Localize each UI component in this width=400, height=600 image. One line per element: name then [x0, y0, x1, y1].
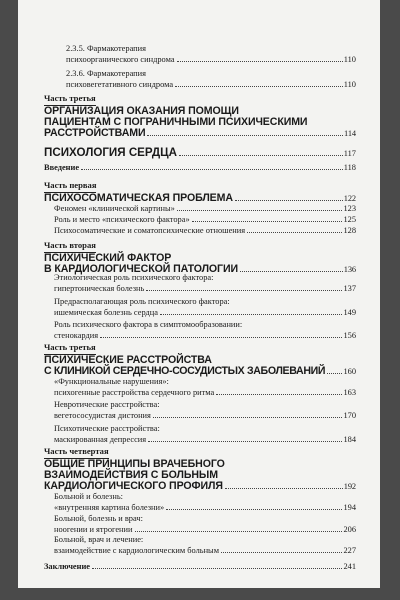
entry-title: 2.3.6. Фармакотерапия [66, 69, 146, 78]
part-title: ПСИХОСОМАТИЧЕСКАЯ ПРОБЛЕМА [44, 191, 233, 204]
entry-title: Введение [44, 163, 80, 172]
toc-part [44, 446, 356, 492]
page-number: 194 [343, 502, 356, 512]
part-title: В КАРДИОЛОГИЧЕСКОЙ ПАТОЛОГИИ [44, 262, 238, 275]
entry-title: Роль и место «психического фактора» [54, 215, 190, 224]
toc-part [44, 342, 356, 377]
part-label: Часть третья [44, 342, 96, 355]
toc-entry [44, 492, 356, 513]
toc-part [44, 93, 356, 139]
entry-title: стенокардия [54, 330, 99, 340]
toc-entry [44, 424, 356, 445]
toc-entry [44, 514, 356, 535]
toc-entry [44, 297, 356, 318]
page-number: 227 [343, 545, 356, 555]
entry-title: «Функциональные нарушения»: [54, 377, 169, 386]
page-number: 160 [343, 366, 356, 376]
part-title: ОРГАНИЗАЦИЯ ОКАЗАНИЯ ПОМОЩИ [44, 104, 239, 117]
part-title: ПАЦИЕНТАМ С ПОГРАНИЧНЫМИ ПСИХИЧЕСКИМИ [44, 115, 308, 128]
entry-title: вегетососудистая дистония [54, 410, 151, 420]
entry-title: взаимодействие с кардиологическим больным [54, 545, 219, 555]
entry-title: Невротические расстройства: [54, 400, 160, 409]
page-number: 110 [343, 54, 356, 64]
page-number: 137 [343, 283, 356, 293]
page-number: 123 [343, 204, 356, 213]
part-title: ОБЩИЕ ПРИНЦИПЫ ВРАЧЕБНОГО [44, 457, 225, 470]
entry-title: Больной, болезнь и врач: [54, 514, 143, 523]
toc-entry [44, 400, 356, 421]
entry-title: Заключение [44, 562, 91, 571]
toc-section [44, 148, 356, 160]
page-number: 118 [343, 163, 356, 172]
part-title: ПСИХИЧЕСКИЙ ФАКТОР [44, 251, 172, 264]
toc-entry [44, 163, 356, 174]
entry-title: Больной, врач и лечение: [54, 535, 144, 544]
part-label: Часть третья [44, 93, 96, 106]
toc-entry [44, 535, 356, 556]
page-number: 128 [343, 226, 356, 235]
entry-title: гипертоническая болезнь [54, 283, 145, 293]
entry-title: Феномен «клинической картины» [54, 204, 175, 213]
page-number: 241 [343, 562, 356, 571]
part-title: ПСИХИЧЕСКИЕ РАССТРОЙСТВА [44, 353, 212, 366]
page-number: 170 [343, 410, 356, 420]
toc-entry [44, 69, 356, 90]
part-label: Часть первая [44, 180, 96, 193]
page-number: 149 [343, 307, 356, 317]
toc-entry [44, 226, 356, 237]
entry-title: Роль психического фактора в симптомообразовании: [54, 320, 243, 329]
toc-entry [44, 204, 356, 215]
entry-title: психоорганического синдрома [66, 54, 175, 64]
toc-entry [44, 562, 356, 573]
part-label: Часть вторая [44, 240, 96, 253]
part-title: С КЛИНИКОЙ СЕРДЕЧНО-СОСУДИСТЫХ ЗАБОЛЕВАНИЙ [44, 364, 326, 377]
page-number: 122 [343, 193, 356, 203]
entry-title: психовегетативного синдрома [66, 79, 174, 89]
toc-entry [44, 44, 356, 65]
entry-title: Этиологическая роль психического фактора: [54, 273, 214, 282]
entry-title: Психосоматические и соматопсихические отношения [54, 226, 246, 235]
part-title: РАССТРОЙСТВАМИ [44, 126, 146, 139]
entry-title: ноогении и ятрогении [54, 524, 133, 534]
page-number: 156 [343, 330, 356, 340]
entry-title: 2.3.5. Фармакотерапия [66, 44, 146, 53]
section-title: ПСИХОЛОГИЯ СЕРДЦА [44, 146, 178, 159]
part-label: Часть четвертая [44, 446, 109, 459]
book-page [18, 0, 380, 588]
part-title: КАРДИОЛОГИЧЕСКОГО ПРОФИЛЯ [44, 479, 223, 492]
page-number: 110 [343, 79, 356, 89]
part-title: ВЗАИМОДЕЙСТВИЯ С БОЛЬНЫМ [44, 468, 218, 481]
toc-part [44, 240, 356, 275]
page-number: 136 [343, 264, 356, 274]
entry-title: «внутренняя картина болезни» [54, 502, 165, 512]
entry-title: Больной и болезнь: [54, 492, 123, 501]
page-number: 125 [343, 215, 356, 224]
toc-entry [44, 377, 356, 398]
entry-title: ишемическая болезнь сердца [54, 307, 159, 317]
entry-title: Предрасполагающая роль психического фактора: [54, 297, 230, 306]
page-number: 206 [343, 524, 356, 534]
toc-entry [44, 273, 356, 294]
toc-part [44, 180, 356, 204]
page-number: 114 [344, 128, 356, 138]
entry-title: маскированная депрессия [54, 434, 147, 444]
entry-title: Психотические расстройства: [54, 424, 160, 433]
toc-entry [44, 320, 356, 341]
page-number: 192 [343, 481, 356, 491]
page-number: 117 [343, 149, 356, 158]
page-number: 163 [343, 387, 356, 397]
entry-title: психогенные расстройства сердечного ритма [54, 387, 215, 397]
page-number: 184 [343, 434, 356, 444]
toc-entry [44, 215, 356, 226]
